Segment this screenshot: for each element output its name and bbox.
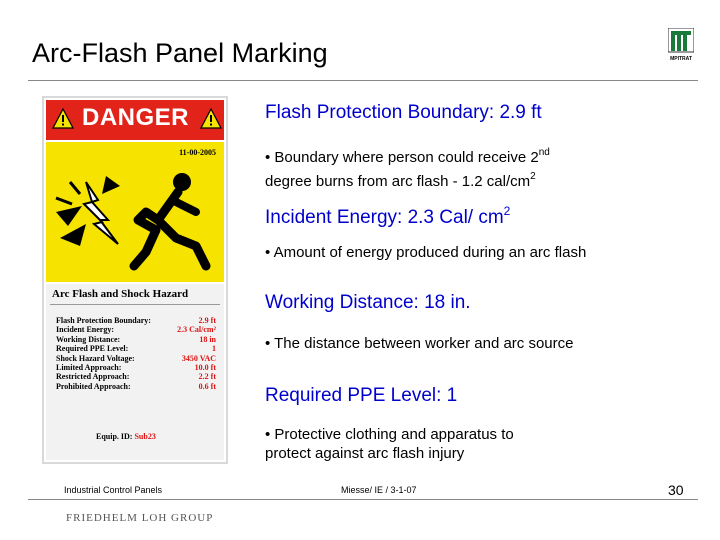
hazard-title: Arc Flash and Shock Hazard — [52, 288, 189, 300]
sign-date: 11-00-2005 — [179, 148, 216, 157]
hazard-row: Prohibited Approach: 0.6 ft — [56, 381, 216, 391]
hazard-rows — [56, 316, 216, 391]
title-divider — [28, 80, 698, 81]
heading-flash-boundary: Flash Protection Boundary: 2.9 ft — [265, 102, 542, 123]
heading-ppe-level: Required PPE Level: 1 — [265, 385, 458, 406]
bullet-incident-energy: • Amount of energy produced during an arc flash — [265, 244, 587, 261]
hazard-pictogram — [46, 142, 224, 282]
hazard-row: Flash Protection Boundary: 2.9 ft — [56, 316, 216, 325]
hazard-row: Working Distance: 18 in — [56, 334, 216, 344]
slide-title: Arc-Flash Panel Marking — [32, 38, 328, 68]
arc-flash-person-icon — [46, 142, 224, 282]
hazard-info-panel — [46, 284, 224, 460]
warning-triangle-icon — [52, 108, 74, 130]
company-name: FRIEDHELM LOH GROUP — [66, 512, 214, 524]
footer-author: Miesse/ IE / 3-1-07 — [341, 485, 417, 495]
heading-working-distance: Working Distance: 18 in. — [265, 292, 471, 313]
footer-divider — [28, 499, 698, 500]
hazard-row: Restricted Approach: 2.2 ft — [56, 372, 216, 382]
hazard-row: Shock Hazard Voltage: 3450 VAC — [56, 353, 216, 363]
danger-banner — [46, 100, 224, 140]
danger-text: DANGER — [82, 104, 190, 131]
hazard-row: Required PPE Level: 1 — [56, 344, 216, 354]
warning-triangle-icon — [200, 108, 222, 130]
hazard-row: Limited Approach: 10.0 ft — [56, 363, 216, 373]
hazard-divider — [50, 304, 220, 305]
page-number: 30 — [668, 482, 684, 498]
mpitrat-logo-icon — [668, 28, 694, 62]
logo-text: MPITRAT — [670, 56, 692, 62]
heading-incident-energy: Incident Energy: 2.3 Cal/ $cm^2$ — [265, 204, 511, 228]
bullet-ppe-level: • Protective clothing and apparatus to protect against arc flash injury — [265, 426, 514, 462]
bullet-flash-boundary: • Boundary where person could receive 2nd degree burns from arc flash - 1.2 cal/$cm^2$ — [265, 147, 550, 190]
footer-course: Industrial Control Panels — [64, 485, 163, 495]
bullet-working-distance: • The distance between worker and arc source — [265, 335, 574, 352]
arc-flash-label-image — [42, 96, 228, 464]
hazard-row: Incident Energy: 2.3 Cal/cm² — [56, 325, 216, 335]
equipment-id: Equip. ID: Sub23 — [96, 432, 156, 441]
